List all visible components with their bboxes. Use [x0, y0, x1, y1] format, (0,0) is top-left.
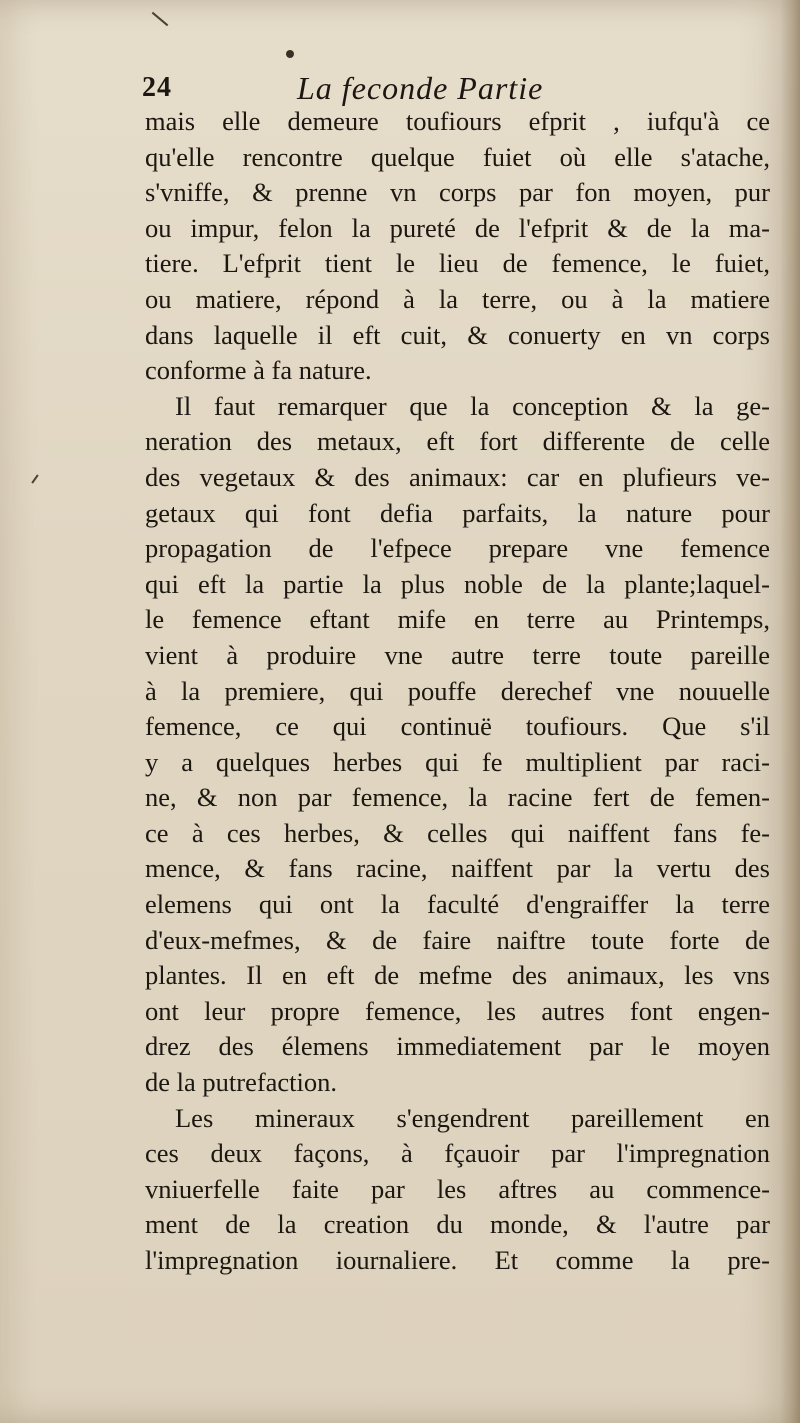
text-line: mais elle demeure toufiours efprit , iufqu'à ce: [145, 106, 770, 136]
text-line: ces deux façons, à fçauoir par l'impregnation: [145, 1138, 770, 1169]
text-line: de la putrefaction.: [145, 1067, 338, 1098]
text-line: qui eft la partie la plus noble de la plante;laquel-: [145, 568, 770, 599]
text-line: ment de la creation du monde, & l'autre par: [145, 1209, 770, 1240]
text-line: drez des élemens immediatement par le moyen: [145, 1031, 770, 1062]
text-line: neration des metaux, eft fort differente de celle: [145, 426, 770, 457]
text-line: femence, ce qui continuë toufiours. Que s'il: [145, 711, 770, 742]
body-text: [145, 104, 770, 1279]
text-line: l'impregnation iournaliere. Et comme la pre-: [145, 1245, 770, 1275]
text-line: y a quelques herbes qui fe multiplient par raci-: [145, 746, 770, 777]
text-line: ce à ces herbes, & celles qui naiffent fans fe-: [145, 817, 770, 848]
text-line: ou matiere, répond à la terre, ou à la matiere: [145, 283, 770, 314]
text-line: à la premiere, qui pouffe derechef vne nouuelle: [145, 675, 770, 706]
text-line: vient à produire vne autre terre toute pareille: [145, 639, 770, 670]
text-line: ont leur propre femence, les autres font engen-: [145, 995, 770, 1026]
text-line: ou impur, felon la pureté de l'efprit & de la ma-: [145, 212, 770, 243]
page-number: 24: [142, 72, 172, 103]
text-line: dans laquelle il eft cuit, & conuerty en vn corps: [145, 319, 770, 350]
text-line: qu'elle rencontre quelque fuiet où elle s'atache,: [145, 141, 770, 172]
text-line: Les mineraux s'engendrent pareillement en: [175, 1102, 770, 1133]
text-line: plantes. Il en eft de mefme des animaux, les vns: [145, 960, 770, 991]
page-gutter-shadow: [780, 0, 800, 1423]
text-line: ne, & non par femence, la racine fert de femen-: [145, 782, 770, 813]
ink-mark: [31, 474, 38, 483]
text-line: mence, & fans racine, naiffent par la vertu des: [145, 853, 770, 884]
running-title: La feconde Partie: [297, 70, 544, 106]
text-line: elemens qui ont la faculté d'engraiffer la terre: [145, 889, 770, 920]
text-line: getaux qui font defia parfaits, la nature pour: [145, 497, 770, 528]
ink-mark: [152, 12, 169, 26]
text-line: le femence eftant mife en terre au Printemps,: [145, 604, 770, 635]
ink-dot: [286, 50, 294, 58]
text-line: d'eux-mefmes, & de faire naiftre toute forte de: [145, 924, 770, 955]
text-line: tiere. L'efprit tient le lieu de femence, le fuiet,: [145, 248, 770, 279]
text-line: des vegetaux & des animaux: car en plufieurs ve-: [145, 461, 770, 492]
text-line: conforme à fa nature.: [145, 355, 372, 386]
text-line: Il faut remarquer que la conception & la ge-: [175, 390, 770, 421]
text-line: s'vniffe, & prenne vn corps par fon moyen, pur: [145, 177, 770, 208]
text-line: propagation de l'efpece prepare vne femence: [145, 533, 770, 564]
text-line: vniuerfelle faite par les aftres au commence-: [145, 1173, 770, 1204]
